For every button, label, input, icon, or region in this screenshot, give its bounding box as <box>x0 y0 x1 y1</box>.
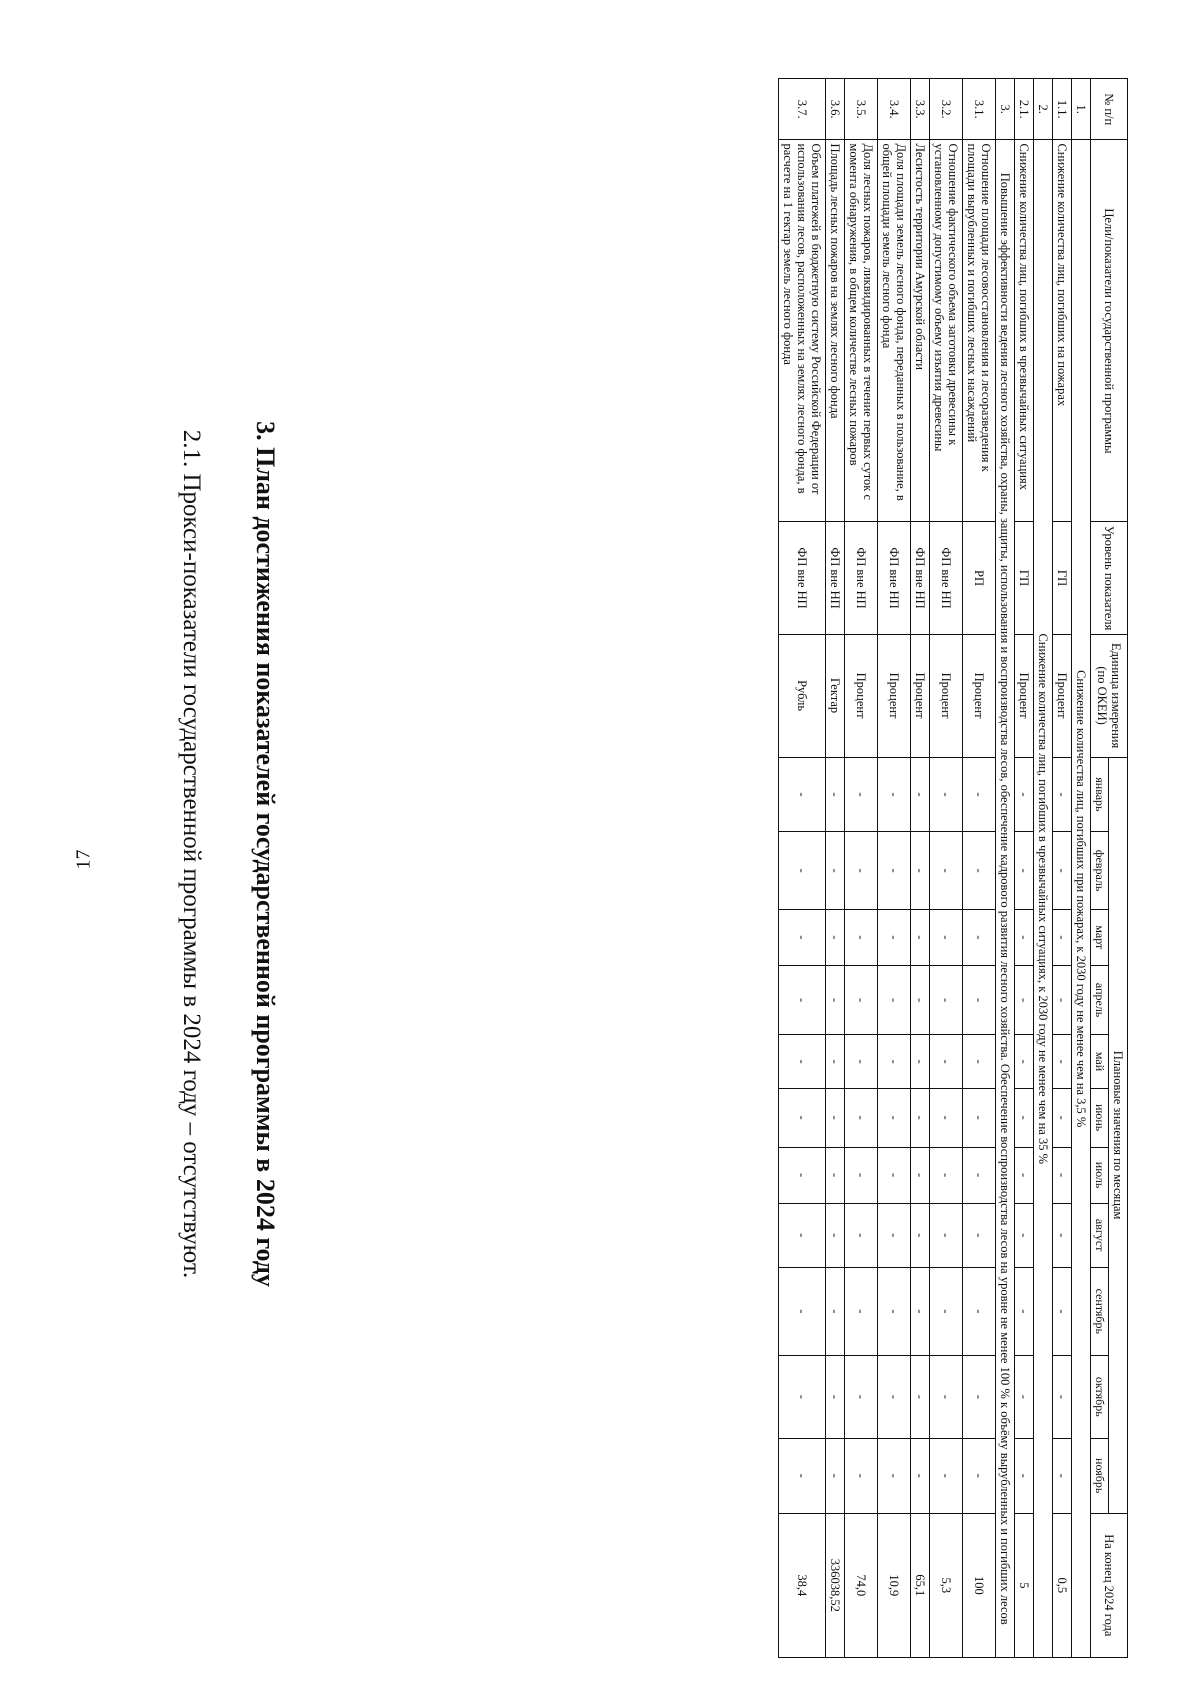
month-value: - <box>778 832 825 909</box>
month-value: - <box>778 1147 825 1203</box>
indicator-level: ФП вне НП <box>877 522 910 634</box>
indicator-level: ФП вне НП <box>844 522 877 634</box>
month-value: - <box>825 1088 844 1147</box>
month-value: - <box>929 1355 962 1438</box>
month-value: - <box>778 1035 825 1088</box>
month-value: - <box>877 757 910 832</box>
section-row <box>1033 79 1052 1658</box>
indicator-level: ФП вне НП <box>778 522 825 634</box>
indicator-number: 3.7. <box>778 79 825 140</box>
month-value: - <box>962 1267 995 1355</box>
month-value: - <box>1052 757 1071 832</box>
month-value: - <box>1052 1355 1071 1438</box>
rotated-page-content <box>90 14 1200 1694</box>
indicator-level: ГП <box>1052 522 1071 634</box>
month-value: - <box>962 1035 995 1088</box>
month-value: - <box>844 1267 877 1355</box>
header-month: сентябрь <box>1090 1267 1108 1355</box>
month-value: - <box>929 1267 962 1355</box>
month-value: - <box>877 1203 910 1267</box>
heading-plan-title: 3. План достижения показателей государственной программы в 2024 году <box>251 421 280 1287</box>
indicator-number: 3.5. <box>844 79 877 140</box>
month-value: - <box>877 832 910 909</box>
month-value: - <box>962 1203 995 1267</box>
month-value: - <box>910 1088 929 1147</box>
section-number: 2. <box>1033 79 1052 140</box>
indicator-unit: Процент <box>877 634 910 757</box>
month-value: - <box>825 1438 844 1513</box>
month-value: - <box>844 909 877 965</box>
month-value: - <box>910 1035 929 1088</box>
month-value: - <box>1052 965 1071 1034</box>
indicator-level: ФП вне НП <box>910 522 929 634</box>
month-value: - <box>825 1147 844 1203</box>
month-value: - <box>929 909 962 965</box>
month-value: - <box>844 757 877 832</box>
month-value: - <box>844 1088 877 1147</box>
month-value: - <box>910 832 929 909</box>
header-month: март <box>1090 909 1108 965</box>
month-value: - <box>910 1267 929 1355</box>
indicator-number: 1.1. <box>1052 79 1071 140</box>
month-value: - <box>825 1203 844 1267</box>
month-value: - <box>825 1035 844 1088</box>
end-of-year-value: 5 <box>1014 1513 1033 1657</box>
month-value: - <box>1014 757 1033 832</box>
month-value: - <box>1052 1267 1071 1355</box>
indicator-number: 3.1. <box>962 79 995 140</box>
month-value: - <box>1014 1203 1033 1267</box>
end-of-year-value: 65,1 <box>910 1513 929 1657</box>
month-value: - <box>929 1147 962 1203</box>
month-value: - <box>1052 909 1071 965</box>
indicator-unit: Процент <box>929 634 962 757</box>
page-number: 17 <box>72 849 95 870</box>
month-value: - <box>910 965 929 1034</box>
month-value: - <box>844 1203 877 1267</box>
end-of-year-value: 100 <box>962 1513 995 1657</box>
month-value: - <box>929 832 962 909</box>
month-value: - <box>962 1088 995 1147</box>
month-value: - <box>910 1203 929 1267</box>
indicator-level: РП <box>962 522 995 634</box>
heading-proxy-indicators: 2.1. Прокси-показатели государственной программы в 2024 году – отсутствуют. <box>178 429 205 1279</box>
month-value: - <box>825 757 844 832</box>
indicator-unit: Гектар <box>825 634 844 757</box>
header-month: февраль <box>1090 832 1108 909</box>
indicator-row <box>844 79 877 1658</box>
indicator-unit: Процент <box>1014 634 1033 757</box>
month-value: - <box>929 757 962 832</box>
month-value: - <box>778 1267 825 1355</box>
month-value: - <box>962 757 995 832</box>
month-value: - <box>778 1438 825 1513</box>
month-value: - <box>825 965 844 1034</box>
section-row <box>1071 79 1090 1658</box>
month-value: - <box>844 965 877 1034</box>
month-value: - <box>825 832 844 909</box>
header-month: май <box>1090 1035 1108 1088</box>
indicator-name: Объем платежей в бюджетную систему Российской Федерации от использования лесов, расположенных на землях лесного фонда, в расчете на 1 гектар земель лесного фонда <box>778 140 825 522</box>
month-value: - <box>962 1147 995 1203</box>
month-value: - <box>778 1088 825 1147</box>
month-value: - <box>877 1355 910 1438</box>
header-num: № п/п <box>1090 79 1127 140</box>
month-value: - <box>844 1147 877 1203</box>
indicator-name: Площадь лесных пожаров на землях лесного фонда <box>825 140 844 522</box>
month-value: - <box>1052 1088 1071 1147</box>
indicator-level: ФП вне НП <box>929 522 962 634</box>
month-value: - <box>962 1355 995 1438</box>
indicator-name: Лесистость территории Амурской области <box>910 140 929 522</box>
month-value: - <box>1014 1088 1033 1147</box>
header-goal: Цели/показатели государственной программы <box>1090 140 1127 522</box>
indicator-name: Снижение количества лиц, погибших на пожарах <box>1052 140 1071 522</box>
indicator-name: Доля площади земель лесного фонда, переданных в пользование, в общей площади земель лесного фонда <box>877 140 910 522</box>
section-number: 1. <box>1071 79 1090 140</box>
month-value: - <box>910 909 929 965</box>
header-row-1 <box>1109 79 1128 1658</box>
month-value: - <box>778 965 825 1034</box>
month-value: - <box>1014 965 1033 1034</box>
month-value: - <box>1014 832 1033 909</box>
indicator-number: 3.4. <box>877 79 910 140</box>
month-value: - <box>929 1203 962 1267</box>
section-row <box>995 79 1014 1658</box>
month-value: - <box>825 1267 844 1355</box>
month-value: - <box>778 1203 825 1267</box>
header-month: июль <box>1090 1147 1108 1203</box>
month-value: - <box>877 965 910 1034</box>
month-value: - <box>778 757 825 832</box>
month-value: - <box>877 909 910 965</box>
month-value: - <box>962 909 995 965</box>
month-value: - <box>1052 1203 1071 1267</box>
month-value: - <box>844 832 877 909</box>
indicator-row <box>910 79 929 1658</box>
month-value: - <box>844 1355 877 1438</box>
month-value: - <box>962 965 995 1034</box>
month-value: - <box>778 1355 825 1438</box>
header-month: июнь <box>1090 1088 1108 1147</box>
indicator-unit: Рубль <box>778 634 825 757</box>
month-value: - <box>844 1438 877 1513</box>
indicator-number: 3.6. <box>825 79 844 140</box>
indicator-row <box>778 79 825 1658</box>
end-of-year-value: 74,0 <box>844 1513 877 1657</box>
header-month: апрель <box>1090 965 1108 1034</box>
month-value: - <box>910 1355 929 1438</box>
month-value: - <box>1052 1438 1071 1513</box>
indicator-name: Отношение площади лесовосстановления и лесоразведения к площади вырубленных и погибших лесных насаждений <box>962 140 995 522</box>
month-value: - <box>962 1438 995 1513</box>
month-value: - <box>1014 1147 1033 1203</box>
header-months-group: Плановые значения по месяцам <box>1109 757 1128 1513</box>
month-value: - <box>1014 1267 1033 1355</box>
section-title: Повышение эффективности ведения лесного хозяйства, охраны, защиты, использования и воспроизводства лесов, обеспечение кадрового развития лесного хозяйства. Обеспечение воспроизводства лесов на уровне не менее 100 % к объёму вырубленных и погибших лесов <box>995 140 1014 1658</box>
indicator-unit: Процент <box>1052 634 1071 757</box>
plan-table <box>778 78 1128 1658</box>
month-value: - <box>929 1438 962 1513</box>
month-value: - <box>877 1147 910 1203</box>
month-value: - <box>1014 909 1033 965</box>
indicator-unit: Процент <box>962 634 995 757</box>
month-value: - <box>1014 1035 1033 1088</box>
month-value: - <box>929 1088 962 1147</box>
end-of-year-value: 38,4 <box>778 1513 825 1657</box>
section-title: Снижение количества лиц, погибших при пожарах, к 2030 году не менее чем на 3,5 % <box>1071 140 1090 1658</box>
indicator-number: 3.3. <box>910 79 929 140</box>
end-of-year-value: 5,3 <box>929 1513 962 1657</box>
header-end-of-year: На конец 2024 года <box>1090 1513 1127 1657</box>
indicator-number: 3.2. <box>929 79 962 140</box>
month-value: - <box>1052 1147 1071 1203</box>
month-value: - <box>929 1035 962 1088</box>
month-value: - <box>877 1267 910 1355</box>
month-value: - <box>1052 832 1071 909</box>
indicator-number: 2.1. <box>1014 79 1033 140</box>
indicator-unit: Процент <box>844 634 877 757</box>
indicator-row <box>929 79 962 1658</box>
indicator-name: Снижение количества лиц, погибших в чрезвычайных ситуациях <box>1014 140 1033 522</box>
month-value: - <box>910 1438 929 1513</box>
indicator-row <box>825 79 844 1658</box>
month-value: - <box>844 1035 877 1088</box>
end-of-year-value: 10,9 <box>877 1513 910 1657</box>
header-month: январь <box>1090 757 1108 832</box>
month-value: - <box>929 965 962 1034</box>
header-month: август <box>1090 1203 1108 1267</box>
end-of-year-value: 336038,52 <box>825 1513 844 1657</box>
month-value: - <box>825 909 844 965</box>
indicator-level: ФП вне НП <box>825 522 844 634</box>
end-of-year-value: 0,5 <box>1052 1513 1071 1657</box>
section-title: Снижение количества лиц, погибших в чрезвычайных ситуациях, к 2030 году не менее чем на 35 % <box>1033 140 1052 1658</box>
indicator-row <box>1052 79 1071 1658</box>
header-month: октябрь <box>1090 1355 1108 1438</box>
indicator-unit: Процент <box>910 634 929 757</box>
month-value: - <box>1014 1438 1033 1513</box>
month-value: - <box>910 1147 929 1203</box>
month-value: - <box>962 832 995 909</box>
indicator-name: Отношение фактического объема заготовки древесины к установленному допустимому объему изъятия древесины <box>929 140 962 522</box>
indicator-name: Доля лесных пожаров, ликвидированных в течение первых суток с момента обнаружения, в общем количестве лесных пожаров <box>844 140 877 522</box>
month-value: - <box>1014 1355 1033 1438</box>
month-value: - <box>877 1088 910 1147</box>
plan-table-body <box>778 79 1090 1658</box>
section-number: 3. <box>995 79 1014 140</box>
month-value: - <box>1052 1035 1071 1088</box>
month-value: - <box>877 1035 910 1088</box>
month-value: - <box>778 909 825 965</box>
indicator-row <box>962 79 995 1658</box>
month-value: - <box>877 1438 910 1513</box>
header-level: Уровень показателя <box>1090 522 1127 634</box>
month-value: - <box>910 757 929 832</box>
header-month: ноябрь <box>1090 1438 1108 1513</box>
indicator-row <box>1014 79 1033 1658</box>
indicator-row <box>877 79 910 1658</box>
header-unit: Единица измерения (по ОКЕИ) <box>1090 634 1127 757</box>
indicator-level: ГП <box>1014 522 1033 634</box>
month-value: - <box>825 1355 844 1438</box>
